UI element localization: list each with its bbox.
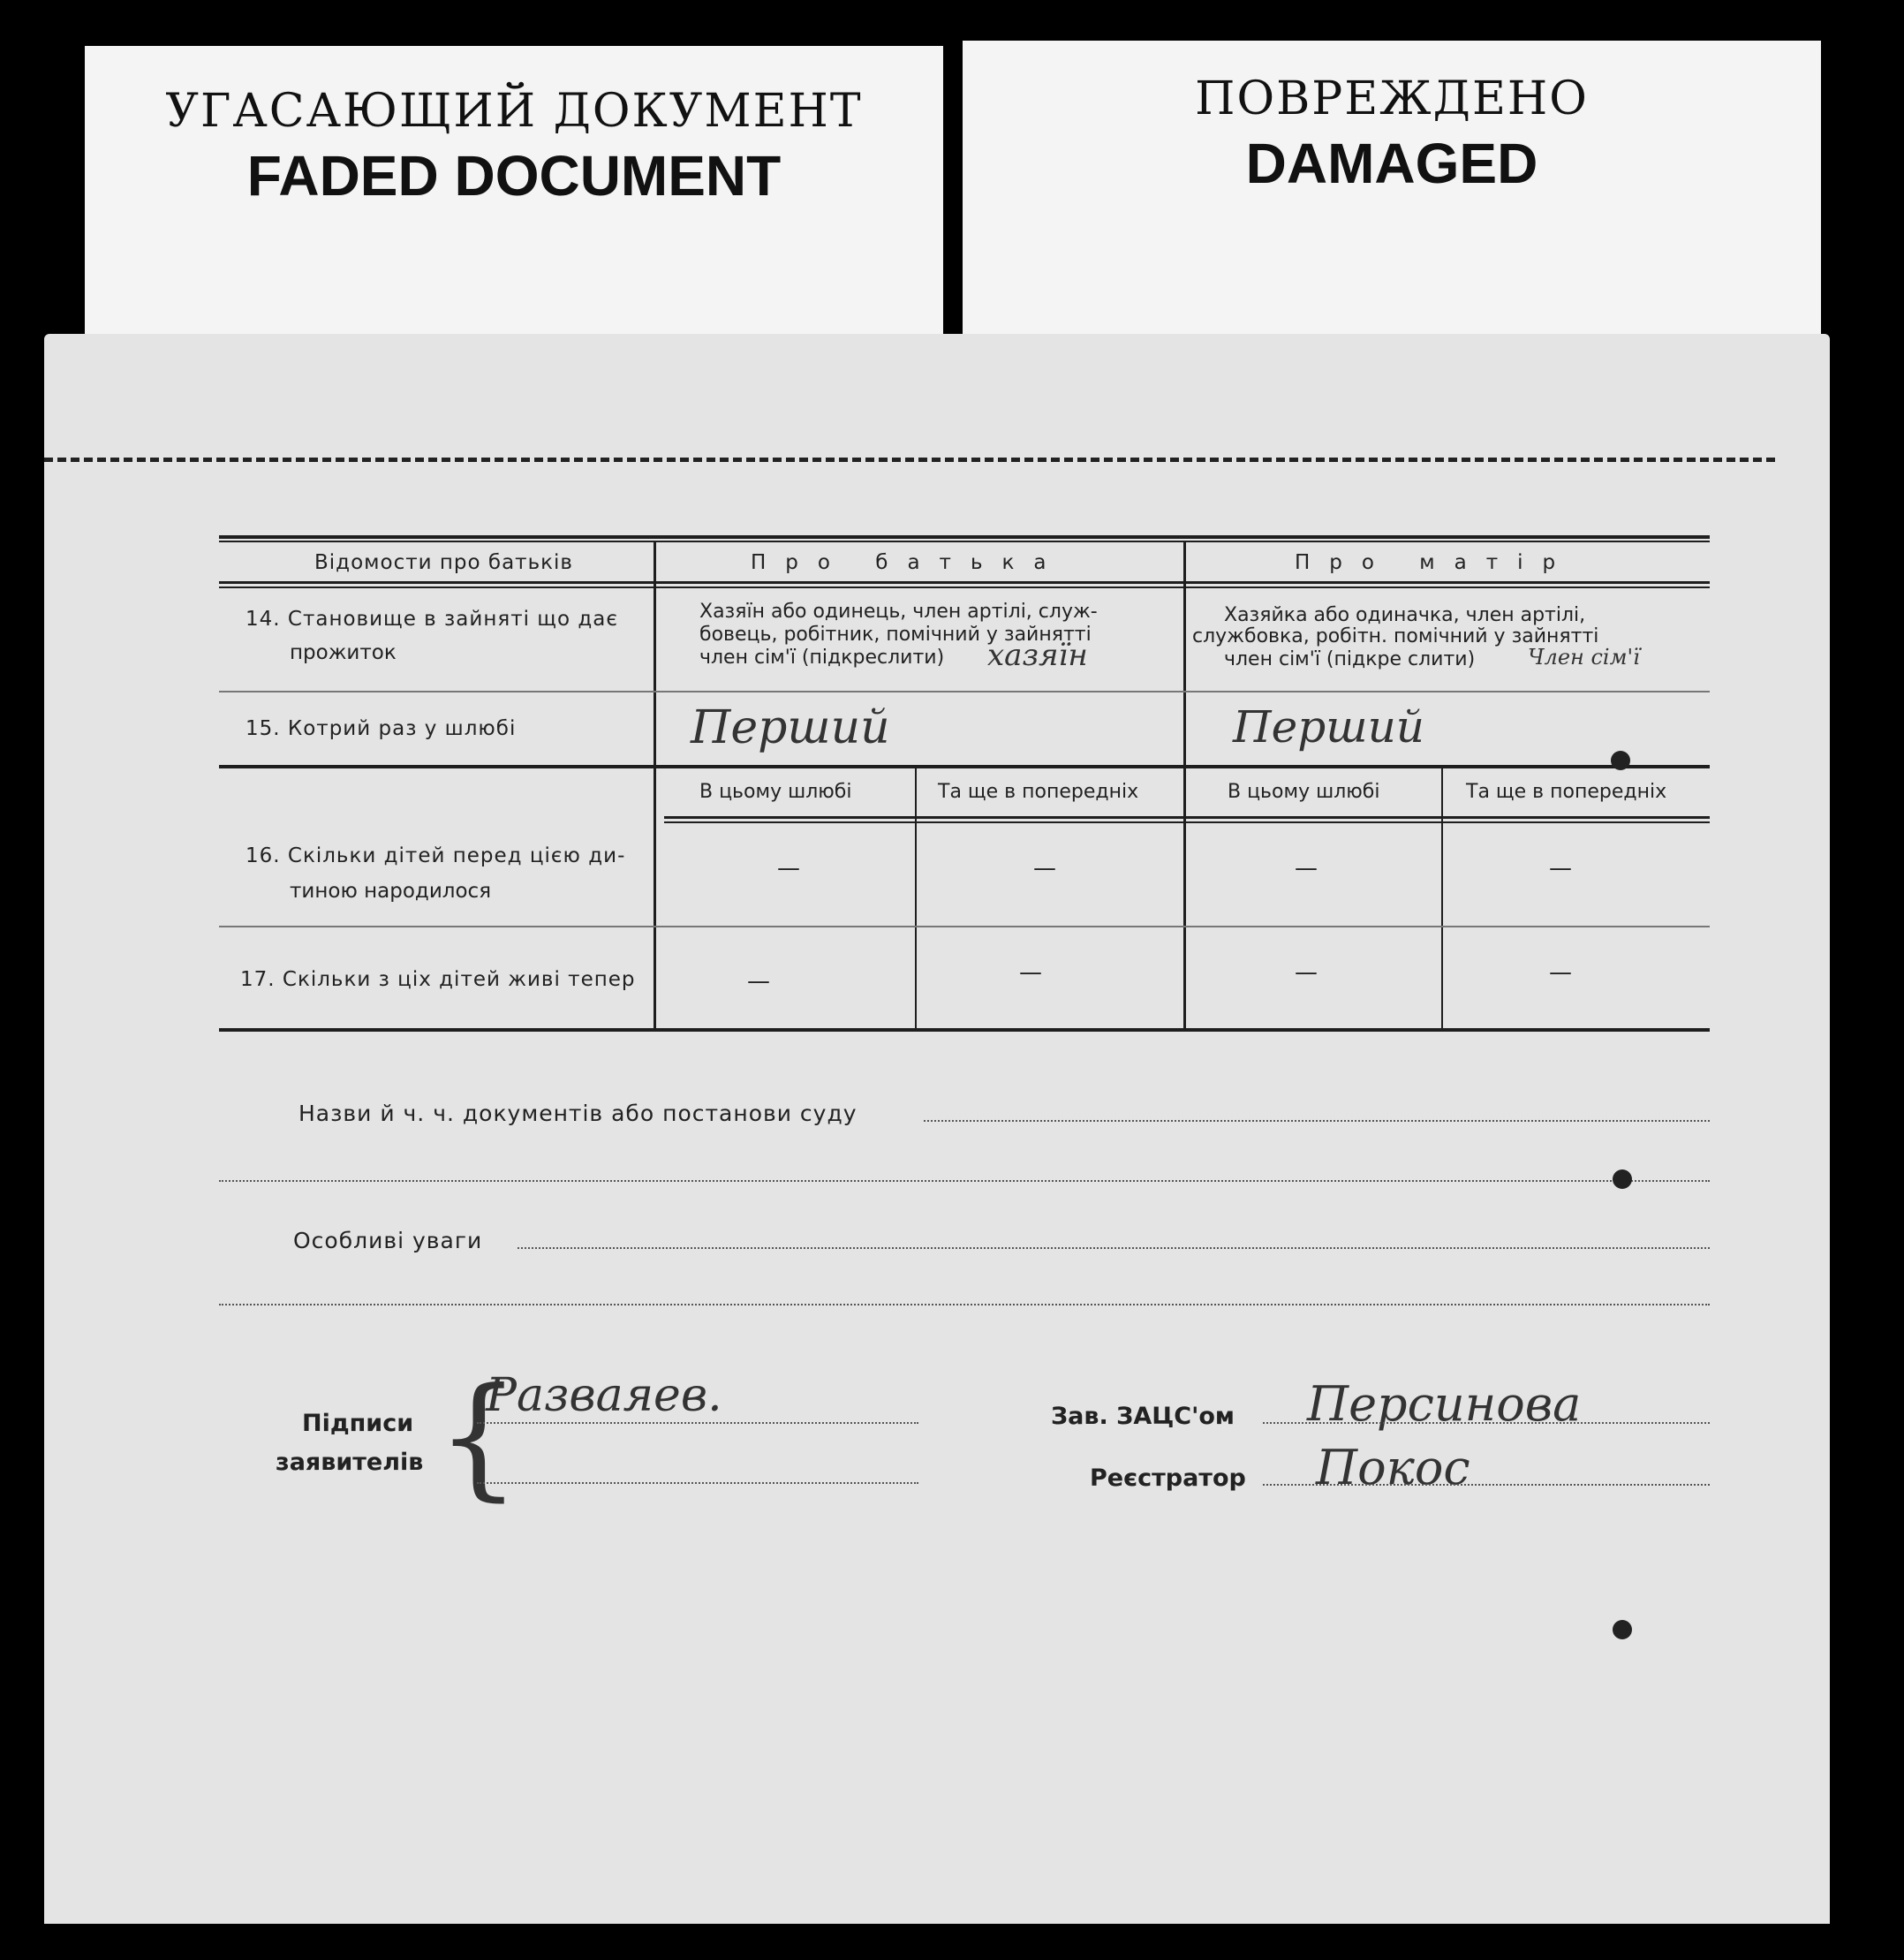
subheader-mother-previous: Та ще в попередніх [1466,781,1667,803]
faded-label-en: FADED DOCUMENT [246,144,782,208]
registrar-line [1263,1484,1710,1486]
header-rule-thin [219,586,1710,588]
row15-bottom-rule [219,765,1710,768]
applicant-signature: Разваяев. [486,1369,722,1422]
subheader-father-this-marriage: В цьому шлюбі [699,781,852,803]
row15-father-handwritten: Перший [691,701,890,754]
row14-father-line2: бовець, робітник, помічний у зайнятті [699,624,1092,646]
row17-value-3: — [1295,959,1318,986]
notes-field-line [518,1247,1710,1249]
row15-label: 15. Котрий раз у шлюбі [246,717,517,740]
row16-value-1: — [777,855,800,882]
applicants-label-line2: заявителів [276,1449,424,1476]
row15-mother-handwritten: Перший [1233,701,1424,753]
header-father: Про батька [751,551,1066,574]
row16-value-2: — [1033,855,1056,882]
table-bottom-rule [219,1028,1710,1032]
registry-head-signature: Персинова [1307,1376,1582,1432]
row16-value-4: — [1549,855,1572,882]
faded-label-ru: УГАСАЮЩИЙ ДОКУМЕНТ [165,85,863,138]
damaged-label-en: DAMAGED [1245,132,1538,195]
row14-father-handwritten: хазяїн [987,638,1088,673]
row16-bottom-rule [219,926,1710,927]
header-mother: Про матір [1295,551,1575,574]
damaged-label [963,41,1821,337]
applicant-sign-line-2 [477,1482,918,1484]
row16-label-line1: 16. Скільки дітей перед цією ди- [246,844,626,867]
row14-mother-handwritten: Член сім'ї [1528,645,1640,670]
faded-document-label [85,46,943,343]
document-sheet [44,334,1830,1924]
ink-spot [1611,751,1630,770]
row14-father-line3: член сім'ї (підкреслити) [699,647,945,669]
row14-label-line1: 14. Становище в зайняті що дає [246,608,618,631]
col-divider-father [915,767,917,1030]
col-divider-mother [1441,767,1443,1030]
col-divider-2 [1183,541,1186,1030]
ink-spot [1613,1169,1632,1189]
row14-mother-line2: службовка, робітн. помічний у зайнятті [1192,625,1599,647]
table-top-rule [219,535,1710,539]
applicant-sign-line-1 [477,1422,918,1424]
row16-label-line2: тиною народилося [290,880,492,903]
row14-mother-line3: член сім'ї (підкре слити) [1224,648,1476,670]
row17-value-2: — [1019,959,1042,986]
row16-value-3: — [1295,855,1318,882]
subheader-father-previous: Та ще в попередніх [938,781,1139,803]
applicants-signatures-label: Підписи [302,1410,414,1437]
row14-label-line2: прожиток [290,641,397,664]
subheader-rule [664,816,1710,819]
signature-brace: { [436,1360,521,1514]
row17-label: 17. Скільки з ціх дітей живі тепер [240,968,636,991]
documents-field-line [924,1120,1710,1122]
subheader-mother-this-marriage: В цьому шлюбі [1228,781,1380,803]
notes-label: Особливі уваги [293,1228,483,1253]
row14-mother-line1: Хазяйка або одиначка, член артілі, [1224,604,1586,626]
subheader-rule-thin [664,821,1710,823]
row17-value-4: — [1549,959,1572,986]
header-rule [219,581,1710,584]
registry-head-label: Зав. ЗАЦС'ом [1051,1403,1235,1430]
row17-value-1: — [747,968,770,995]
parents-form [44,334,1830,1924]
col-divider-1 [654,541,656,1030]
row14-father-line1: Хазяїн або одинець, член артілі, служ- [699,601,1098,623]
notes-field-line-2 [219,1304,1710,1305]
header-parents-info: Відомости про батьків [314,551,573,574]
ink-spot [1613,1620,1632,1639]
documents-field-line-2 [219,1180,1710,1182]
registrar-signature: Покос [1316,1440,1470,1495]
damaged-label-ru: ПОВРЕЖДЕНО [1195,72,1589,125]
table-top-rule-thin [219,541,1710,542]
registry-head-line [1263,1422,1710,1424]
registrar-label: Реєстратор [1090,1464,1246,1492]
row14-bottom-rule [219,691,1710,692]
documents-label: Назви й ч. ч. документів або постанови суду [298,1101,858,1126]
